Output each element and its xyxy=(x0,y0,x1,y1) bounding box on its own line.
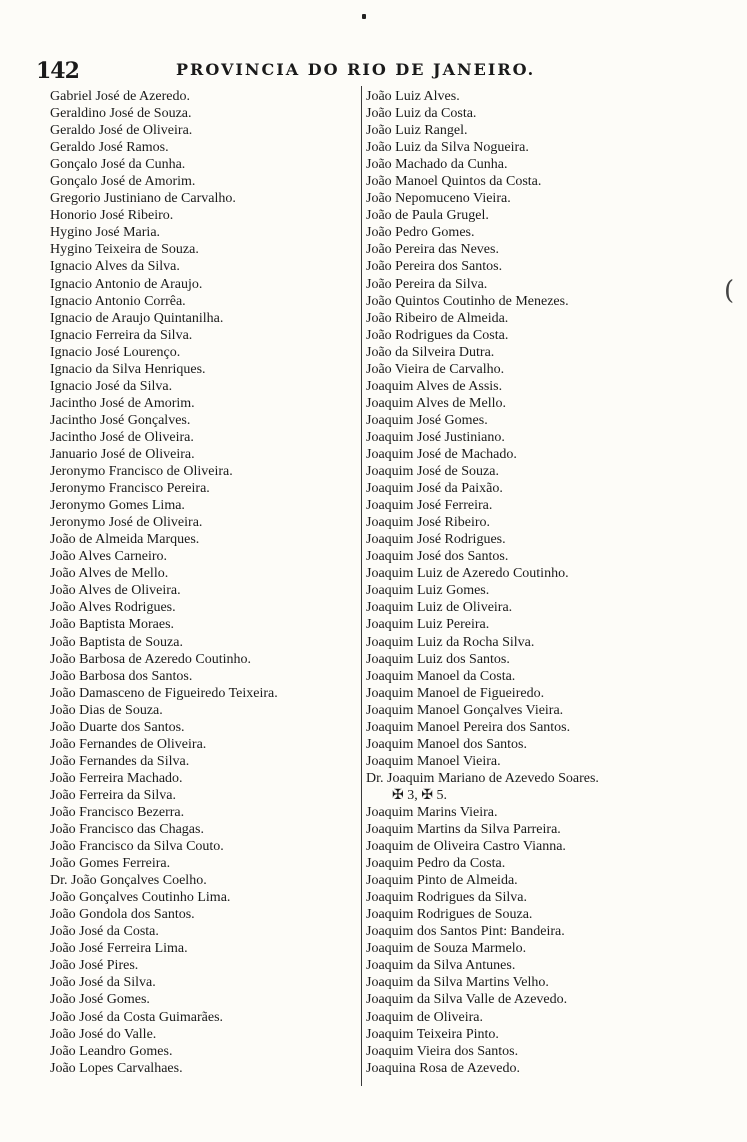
name-entry: João José do Valle. xyxy=(50,1026,157,1042)
name-entry: Joaquim José Ferreira. xyxy=(366,498,493,514)
name-entry: João José da Costa Guimarães. xyxy=(50,1009,224,1025)
right-column xyxy=(366,88,736,1077)
name-entry: Honorio José Ribeiro. xyxy=(50,208,174,224)
name-entry: Gregorio Justiniano de Carvalho. xyxy=(50,191,236,207)
name-entry: João Baptista de Souza. xyxy=(50,634,183,650)
ink-dot xyxy=(362,14,366,19)
name-entry: Joaquim Manoel da Costa. xyxy=(366,668,516,684)
name-entry: João Machado da Cunha. xyxy=(366,157,508,173)
left-column xyxy=(50,88,355,1077)
name-entry: João Alves de Oliveira. xyxy=(50,583,181,599)
name-entry: Ignacio Alves da Silva. xyxy=(50,259,180,275)
name-entry: Joaquim José Justiniano. xyxy=(366,429,505,445)
name-entry: ✠ 3, ✠ 5. xyxy=(392,787,447,803)
name-entry: João Fernandes de Oliveira. xyxy=(50,736,207,752)
name-entry: João Alves Rodrigues. xyxy=(50,600,176,616)
name-entry: Joaquim Luiz dos Santos. xyxy=(366,651,510,667)
name-entry: João Ferreira da Silva. xyxy=(50,787,176,803)
name-entry: Jeronymo Gomes Lima. xyxy=(50,498,185,514)
name-entry: João Alves Carneiro. xyxy=(50,549,168,565)
name-entry: Joaquim Manoel Vieira. xyxy=(366,753,501,769)
name-entry: João Francisco da Silva Couto. xyxy=(50,839,224,855)
name-entry: Joaquim da Silva Martins Velho. xyxy=(366,975,549,991)
name-entry: Januario José de Oliveira. xyxy=(50,446,195,462)
name-entry: Joaquim Luiz de Azeredo Coutinho. xyxy=(366,566,569,582)
name-entry: João Dias de Souza. xyxy=(50,702,163,718)
name-entry: Joaquim Luiz de Oliveira. xyxy=(366,600,513,616)
name-entry: João Duarte dos Santos. xyxy=(50,719,185,735)
name-entry: João Manoel Quintos da Costa. xyxy=(366,174,542,190)
name-entry: João Rodrigues da Costa. xyxy=(366,327,509,343)
name-entry: João Francisco das Chagas. xyxy=(50,822,204,838)
name-entry: Joaquim dos Santos Pint: Bandeira. xyxy=(366,924,565,940)
name-entry: Joaquim Marins Vieira. xyxy=(366,804,498,820)
name-entry: João de Almeida Marques. xyxy=(50,532,200,548)
name-entry: João Leandro Gomes. xyxy=(50,1043,173,1059)
name-entry: Jeronymo José de Oliveira. xyxy=(50,515,203,531)
name-entry: Joaquim Rodrigues de Souza. xyxy=(366,907,533,923)
name-entry: João Barbosa de Azeredo Coutinho. xyxy=(50,651,252,667)
name-entry: João Pereira das Neves. xyxy=(366,242,499,258)
name-entry: Hygino José Maria. xyxy=(50,225,161,241)
name-entry: Joaquim Martins da Silva Parreira. xyxy=(366,822,561,838)
margin-bracket-mark: ( xyxy=(724,276,735,306)
name-entry: Jeronymo Francisco Pereira. xyxy=(50,481,210,497)
name-entry: João José da Costa. xyxy=(50,924,159,940)
name-entry: Joaquim de Oliveira Castro Vianna. xyxy=(366,839,566,855)
name-entry: Ignacio Antonio Corrêa. xyxy=(50,293,186,309)
name-entry: Ignacio José Lourenço. xyxy=(50,344,181,360)
name-entry: Ignacio Antonio de Araujo. xyxy=(50,276,203,292)
name-entry: João Luiz da Silva Nogueira. xyxy=(366,140,529,156)
column-divider xyxy=(361,86,362,1086)
name-entry: Joaquim Luiz Pereira. xyxy=(366,617,490,633)
name-entry: João José Ferreira Lima. xyxy=(50,941,188,957)
name-entry: João Luiz da Costa. xyxy=(366,106,477,122)
name-entry: Hygino Teixeira de Souza. xyxy=(50,242,199,258)
running-title: PROVINCIA DO RIO DE JANEIRO. xyxy=(176,60,536,79)
name-entry: Joaquim Pinto de Almeida. xyxy=(366,873,518,889)
name-entry: João Barbosa dos Santos. xyxy=(50,668,193,684)
name-entry: Joaquim José Gomes. xyxy=(366,412,488,428)
name-entry: Joaquim Manoel de Figueiredo. xyxy=(366,685,545,701)
page-header xyxy=(36,58,556,82)
name-entry: Joaquim Manoel Gonçalves Vieira. xyxy=(366,702,564,718)
name-entry: João Lopes Carvalhaes. xyxy=(50,1060,183,1076)
name-entry: Joaquim José da Paixão. xyxy=(366,481,503,497)
name-entry: João Francisco Bezerra. xyxy=(50,804,185,820)
name-entry: Joaquim José de Souza. xyxy=(366,464,499,480)
name-entry: Ignacio de Araujo Quintanilha. xyxy=(50,310,224,326)
name-entry: João Alves de Mello. xyxy=(50,566,169,582)
name-entry: Jacintho José de Amorim. xyxy=(50,395,195,411)
name-entry: Joaquim Manoel dos Santos. xyxy=(366,736,527,752)
name-entry: João da Silveira Dutra. xyxy=(366,344,495,360)
name-entry: Joaquim Rodrigues da Silva. xyxy=(366,890,527,906)
name-entry: Dr. Joaquim Mariano de Azevedo Soares. xyxy=(366,770,599,786)
name-entry: João Damasceno de Figueiredo Teixeira. xyxy=(50,685,278,701)
name-entry: Joaquim Pedro da Costa. xyxy=(366,856,506,872)
name-entry: João Gondola dos Santos. xyxy=(50,907,195,923)
page-number: 142 xyxy=(36,58,79,84)
name-entry: João Pereira dos Santos. xyxy=(366,259,503,275)
name-entry: João Pereira da Silva. xyxy=(366,276,488,292)
name-entry: Joaquim Alves de Mello. xyxy=(366,395,506,411)
name-entry: Joaquim José de Machado. xyxy=(366,446,517,462)
name-entry: Joaquim Alves de Assis. xyxy=(366,378,503,394)
name-entry: Jeronymo Francisco de Oliveira. xyxy=(50,464,233,480)
name-entry: Ignacio Ferreira da Silva. xyxy=(50,327,193,343)
name-entry: Ignacio da Silva Henriques. xyxy=(50,361,206,377)
name-entry: João José Gomes. xyxy=(50,992,150,1008)
name-entry: Geraldo José de Oliveira. xyxy=(50,123,193,139)
name-entry: Jacintho José Gonçalves. xyxy=(50,412,191,428)
name-entry: João Gomes Ferreira. xyxy=(50,856,171,872)
name-entry: Joaquim Luiz da Rocha Silva. xyxy=(366,634,535,650)
name-entry: Joaquim Manoel Pereira dos Santos. xyxy=(366,719,571,735)
name-entry: João Gonçalves Coutinho Lima. xyxy=(50,890,231,906)
name-entry: João Luiz Alves. xyxy=(366,89,460,104)
name-entry: Joaquim José dos Santos. xyxy=(366,549,509,565)
name-entry: Joaquim da Silva Antunes. xyxy=(366,958,516,974)
name-entry: Joaquina Rosa de Azevedo. xyxy=(366,1060,520,1076)
name-entry: Joaquim Vieira dos Santos. xyxy=(366,1043,519,1059)
name-entry: João de Paula Grugel. xyxy=(366,208,489,224)
name-entry: Joaquim de Souza Marmelo. xyxy=(366,941,527,957)
name-entry: Joaquim de Oliveira. xyxy=(366,1009,484,1025)
name-entry: Joaquim da Silva Valle de Azevedo. xyxy=(366,992,568,1008)
name-entry: João Nepomuceno Vieira. xyxy=(366,191,511,207)
name-entry: João Vieira de Carvalho. xyxy=(366,361,505,377)
name-entry: João Quintos Coutinho de Menezes. xyxy=(366,293,569,309)
name-entry: João Ribeiro de Almeida. xyxy=(366,310,509,326)
name-entry: Geraldino José de Souza. xyxy=(50,106,192,122)
name-entry: João José Pires. xyxy=(50,958,139,974)
name-entry: João Ferreira Machado. xyxy=(50,770,183,786)
name-entry: João Pedro Gomes. xyxy=(366,225,475,241)
name-entry: Gabriel José de Azeredo. xyxy=(50,89,190,104)
name-entry: Joaquim Teixeira Pinto. xyxy=(366,1026,499,1042)
name-entry: Gonçalo José da Cunha. xyxy=(50,157,186,173)
name-entry: Joaquim Luiz Gomes. xyxy=(366,583,490,599)
name-entry: Ignacio José da Silva. xyxy=(50,378,173,394)
name-entry: João Baptista Moraes. xyxy=(50,617,175,633)
name-entry: João Fernandes da Silva. xyxy=(50,753,190,769)
name-entry: Joaquim José Rodrigues. xyxy=(366,532,506,548)
name-entry: João Luiz Rangel. xyxy=(366,123,468,139)
name-entry: Gonçalo José de Amorim. xyxy=(50,174,196,190)
name-entry: Dr. João Gonçalves Coelho. xyxy=(50,873,207,889)
name-entry: João José da Silva. xyxy=(50,975,156,991)
name-entry: Jacintho José de Oliveira. xyxy=(50,429,194,445)
name-entry: Geraldo José Ramos. xyxy=(50,140,169,156)
name-entry: Joaquim José Ribeiro. xyxy=(366,515,491,531)
